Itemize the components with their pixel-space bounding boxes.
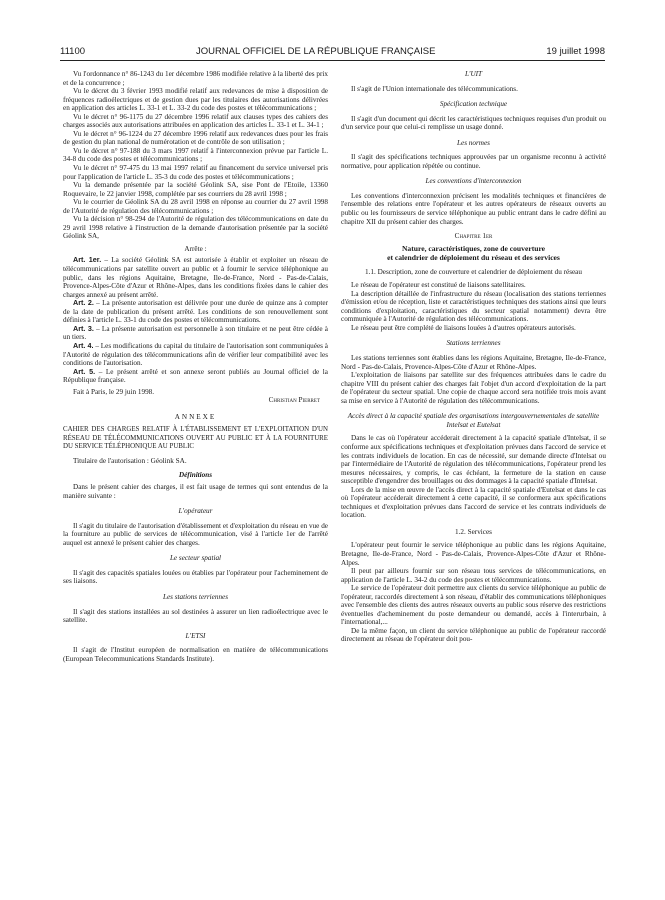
services-paragraph: Le service de l'opérateur doit permettre aux clients du service téléphonique au public de l'opérateur, raccordés directement à son réseau, d'établir des communications téléphoniques avec l'ensemble des clients des autres réseaux ouverts au public sous réserve des restrictions éventuelles d'acheminement du poste demandeur ou demandé, accès à l'interurbain, à l'international,... — [341, 584, 606, 627]
normes-title: Les normes — [457, 138, 490, 147]
desc-paragraph: Le réseau peut être complété de liaisons louées à d'autres opérateurs autorisés. — [351, 323, 576, 332]
visa-paragraph: Vu la décision n° 98-294 de l'Autorité de régulation des télécommunications en date du 29 avril 1998 relative à l'instruction de la demande d'autorisation présentée par la société Géolink SA, — [63, 215, 328, 241]
chapter-title-line: Nature, caractéristiques, zone de couverture — [401, 243, 546, 253]
article-text: – La présente autorisation est délivrée pour une durée de quinze ans à compter de la date de publication du présent arrêté. Les conditions de son renouvellement sont définies à l'article L. 33-1 du code des postes et télécommunications. — [63, 299, 328, 325]
article-4 — [63, 342, 328, 368]
chapter-title-line: et calendrier de déploiement du réseau et des services — [387, 253, 560, 263]
page-number: 11100 — [60, 45, 86, 57]
article-1 — [63, 256, 328, 299]
article-label: Art. 2. — [73, 298, 94, 308]
desc-paragraph: Le réseau de l'opérateur est constitué de liaisons satellitaires. — [351, 281, 526, 290]
page-header — [60, 44, 605, 58]
services-paragraph: De la même façon, un client du service téléphonique au public de l'opérateur raccordé directement au réseau de l'opérateur doit pou- — [341, 626, 606, 644]
stations-paragraph: Les stations terriennes sont établies dans les régions Aquitaine, Bretagne, Ile-de-France, Nord - Pas-de-Calais, Provence-Alpes-Côte d'Azur et Rhône-Alpes. — [341, 354, 606, 371]
def-secteur-text: Il s'agit des capacités spatiales louées ou établies par l'opérateur pour l'acheminement de ses liaisons. — [63, 568, 328, 586]
def-stations-text: Il s'agit des stations installées au sol destinées à assurer un lien radioélectrique avec le satellite. — [63, 607, 328, 625]
definitions-title: Définitions — [178, 470, 213, 479]
def-etsi-text: Il s'agit de l'Institut européen de normalisation en matière de télécommunications (European Telecommunications Standards Institute). — [63, 646, 328, 663]
article-label: Art. 5. — [73, 366, 96, 376]
conventions-title: Les conventions d'interconnexion — [425, 177, 522, 186]
article-label: Art. 1er. — [73, 255, 102, 265]
conventions-text: Les conventions d'interconnexion précisent les modalités techniques et financières de l'ensemble des relations entre l'opérateur et les autres opérateurs de réseaux ouverts au public ou les fournisseurs de service téléphonique au public entrant dans le cadre défini au chapitre XII du présent cahier des charges. — [341, 191, 606, 226]
visa-paragraph: Vu le décret du 3 février 1993 modifié relatif aux redevances de mise à disposition de fréquences radioélectriques et de gestion dues par les titulaires des autorisations délivrées en application des articles L. 33-1 et L. 33-2 du code des postes et télécommunications ; — [63, 87, 328, 113]
visa-paragraph: Vu le décret n° 96-1224 du 27 décembre 1996 relatif aux redevances dues pour les frais de gestion du plan national de numérotation et de contrôle de son utilisation ; — [63, 129, 328, 147]
article-text: – La société Géolink SA est autorisée à établir et exploiter un réseau de télécommunications par satellite ouvert au public et à fournir le service téléphonique au public, dans les régions Aquitaine, Bretagne, Ile-de-France, Nord - Pas-de-Calais, Provence-Alpes-Côte d'Azur et Rhône-Alpes, dans les conditions fixées dans le cahier des charges annexé au présent arrêté. — [63, 256, 328, 299]
annexe-title: ANNEXE — [174, 412, 217, 421]
cahier-title: CAHIER DES CHARGES RELATIF À L'ÉTABLISSEMENT ET L'EXPLOITATION D'UN RÉSEAU DE TÉLÉCOMMUNICATIONS OUVERT AU PUBLIC ET À LA FOURNITURE DU SERVICE TÉLÉPHONIQUE AU PUBLIC — [63, 426, 328, 451]
issue-date: 19 juillet 1998 — [546, 45, 605, 57]
acces-title: Accès direct à la capacité spatiale des organisations intergouvernementales de satellite Intelsat et Eutelsat — [347, 412, 600, 429]
def-stations-title: Les stations terriennes — [162, 592, 229, 601]
def-operateur-text: Il s'agit du titulaire de l'autorisation d'établissement et d'exploitation du réseau en vue de la fourniture au public de services de télécommunication, visé à l'article 1er de l'arrêté auquel est annexé le présent cahier des charges. — [63, 521, 328, 547]
article-text: – Les modifications du capital du titulaire de l'autorisation sont communiquées à l'Autorité de régulation des télécommunications afin de vérifier leur compatibilité avec les conditions de l'autorisation. — [63, 341, 328, 368]
def-etsi-title: L'ETSI — [185, 631, 206, 640]
desc-paragraph: La description détaillée de l'infrastructure du réseau (localisation des stations terriennes d'émission et/ou de réception, liste et caractéristiques techniques des stations ainsi que leurs conditions d'exploitation, caractéristiques du secteur spatial notamment) devra être communiquée à l'Autorité de régulation des télécommunications. — [341, 289, 606, 324]
def-operateur-title: L'opérateur — [178, 507, 213, 516]
titulaire: Titulaire de l'autorisation : Géolink SA. — [73, 456, 187, 465]
article-label: Art. 3. — [73, 323, 94, 333]
acces-paragraph: Lors de la mise en œuvre de l'accès direct à la capacité spatiale d'Eutelsat et dans le cas où l'opérateur accéderait directement à cette capacité, il se conformera aux spécifications techniques et d'exploitation prévues dans l'accord de service et les contrats individuels de location. — [341, 485, 606, 520]
services-paragraph: Il peut par ailleurs fournir sur son réseau tous services de télécommunications, en application de l'article L. 34-2 du code des postes et télécommunications. — [341, 567, 606, 584]
article-3 — [63, 325, 328, 342]
normes-text: Il s'agit des spécifications techniques approuvées par un organisme reconnu à activité normative, pour application répétée ou continue. — [341, 153, 606, 170]
journal-title: JOURNAL OFFICIEL DE LA RÉPUBLIQUE FRANÇAISE — [195, 45, 436, 57]
visa-paragraph: Vu l'ordonnance n° 86-1243 du 1er décembre 1986 modifiée relative à la liberté des prix et de la concurrence ; — [63, 70, 328, 87]
stations-paragraph: L'exploitation de liaisons par satellite sur des fréquences attribuées dans le cadre du chapitre VIII du présent cahier des charges fait l'objet d'un accord d'exploitation de la part de l'opérateur du secteur spatial. Une copie de chaque accord sera notifiée trois mois avant sa mise en service à l'Autorité de régulation des télécommunications. — [341, 371, 606, 405]
arrete-heading: Arrête : — [184, 244, 207, 253]
subsection-1-2: 1.2. Services — [455, 527, 492, 536]
definitions-intro: Dans le présent cahier des charges, il est fait usage de termes qui sont entendus de la manière suivante : — [63, 483, 328, 500]
subsection-1-1: 1.1. Description, zone de couverture et calendrier de déploiement du réseau — [365, 267, 582, 276]
def-secteur-title: Le secteur spatial — [169, 554, 222, 563]
visa-paragraph: Vu la demande présentée par la société Géolink SA, sise Pont de l'Etoile, 13360 Roquevaire, le 22 janvier 1998, complétée par ses courriers du 28 avril 1998 ; — [63, 181, 328, 198]
right-column — [341, 70, 606, 644]
signature: Christian Pierret — [268, 396, 320, 405]
stations-title: Stations terriennes — [446, 339, 501, 348]
uit-text: Il s'agit de l'Union internationale des télécommunications. — [351, 84, 518, 93]
left-column — [63, 70, 328, 663]
article-2 — [63, 299, 328, 325]
article-text: – La présente autorisation est personnelle à son titulaire et ne peut être cédée à un tiers. — [63, 324, 328, 342]
services-paragraph: L'opérateur peut fournir le service téléphonique au public dans les régions Aquitaine, Bretagne, Ile-de-France, Nord - Pas-de-Calais, Provence-Alpes-Côte d'Azur et Rhône-Alpes. — [341, 541, 606, 567]
acces-paragraph: Dans le cas où l'opérateur accéderait directement à la capacité spatiale d'Intelsat, il se conforme aux spécifications techniques et d'exploitation prévues dans l'accord de service et les contrats individuels de location. En cas de nécessité, sur demande directe d'Intelsat ou par l'intermédiaire de l'Autorité de régulation des télécommunications, l'opérateur prend les mesures nécessaires, y compris, le cas échéant, la fermeture de la station en cause susceptible d'engendrer des brouillages ou des dommages à la capacité spatiale d'Intelsat. — [341, 434, 606, 486]
article-5 — [63, 368, 328, 385]
header-divider — [60, 60, 605, 61]
done-at: Fait à Paris, le 29 juin 1998. — [73, 387, 155, 396]
article-text: – Le présent arrêté et son annexe seront publiés au Journal officiel de la République française. — [63, 367, 328, 385]
visa-paragraph: Vu le décret n° 96-1175 du 27 décembre 1996 relatif aux clauses types des cahiers des charges associés aux autorisations attribuées en application des articles L. 33-1 et L. 34-1 ; — [63, 112, 328, 130]
uit-title: L'UIT — [464, 70, 483, 78]
article-label: Art. 4. — [73, 340, 94, 350]
visa-paragraph: Vu le décret n° 97-188 du 3 mars 1997 relatif à l'interconnexion prévue par l'article L. 34-8 du code des postes et télécommunications ; — [63, 146, 328, 164]
visa-paragraph: Vu le courrier de Géolink SA du 28 avril 1998 en réponse au courrier du 27 avril 1998 de l'Autorité de régulation des télécommunications ; — [63, 198, 328, 215]
chapter-label: Chapitre 1er — [454, 232, 493, 241]
spec-title: Spécification technique — [439, 100, 508, 109]
spec-text: Il s'agit d'un document qui décrit les caractéristiques techniques requises d'un produit ou d'un service pour que celui-ci remplisse un usage donné. — [341, 114, 606, 132]
chapter-title — [341, 244, 606, 263]
visa-paragraph: Vu le décret n° 97-475 du 13 mai 1997 relatif au financement du service universel pris pour l'application de l'article L. 35-3 du code des postes et télécommunications ; — [63, 164, 328, 181]
